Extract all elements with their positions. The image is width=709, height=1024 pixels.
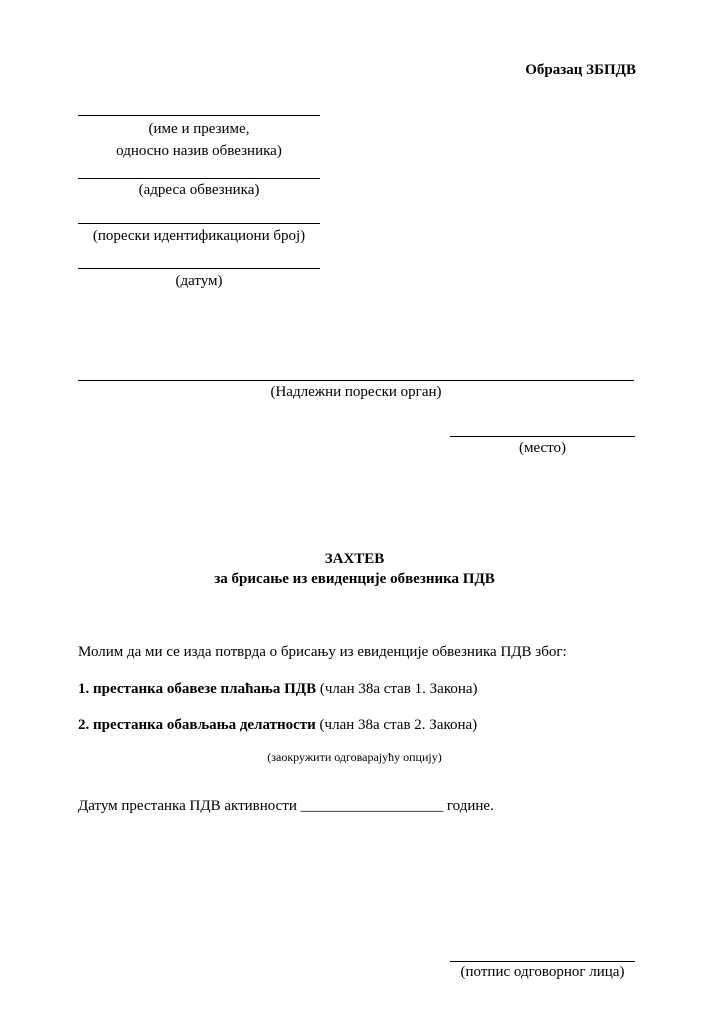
tax-id-field-line[interactable]: [78, 223, 320, 224]
tax-authority-caption: (Надлежни порески орган): [270, 384, 442, 400]
date-field-line[interactable]: [78, 268, 320, 269]
circle-option-note: (заокружити одговарајућу опцију): [267, 750, 442, 764]
name-field-line[interactable]: [78, 115, 320, 116]
option-2-bold: 2. престанка обављања делатности: [78, 717, 316, 733]
option-1[interactable]: [78, 679, 478, 699]
option-2[interactable]: [78, 715, 477, 735]
end-date-line: [78, 796, 494, 816]
name-caption-line-1: (име и презиме,: [148, 121, 250, 137]
end-date-suffix: године.: [443, 798, 494, 814]
form-code: Образац ЗБПДВ: [525, 62, 636, 78]
option-1-rest: (члан 38а став 1. Закона): [316, 681, 478, 697]
date-field-caption: (датум): [175, 273, 223, 289]
title-line-1: ЗАХТЕВ: [324, 551, 385, 567]
request-text: Молим да ми се изда потврда о брисању из евиденције обвезника ПДВ због:: [78, 644, 567, 660]
title-line-2: за брисање из евиденције обвезника ПДВ: [214, 571, 495, 587]
option-2-rest: (члан 38а став 2. Закона): [315, 717, 478, 733]
tax-id-field-caption: (порески идентификациони број): [92, 228, 306, 244]
signature-caption: (потпис одговорног лица): [460, 964, 625, 980]
name-caption-line-2: односно назив обвезника): [116, 143, 282, 159]
request-title: [0, 549, 709, 589]
address-field-caption: (адреса обвезника): [138, 182, 260, 198]
name-field-caption: [78, 118, 320, 162]
place-caption: (место): [518, 440, 567, 456]
end-date-label: Датум престанка ПДВ активности: [78, 798, 297, 814]
option-1-bold: 1. престанка обавезе плаћања ПДВ: [78, 681, 317, 697]
end-date-blank[interactable]: ___________________: [300, 798, 444, 814]
